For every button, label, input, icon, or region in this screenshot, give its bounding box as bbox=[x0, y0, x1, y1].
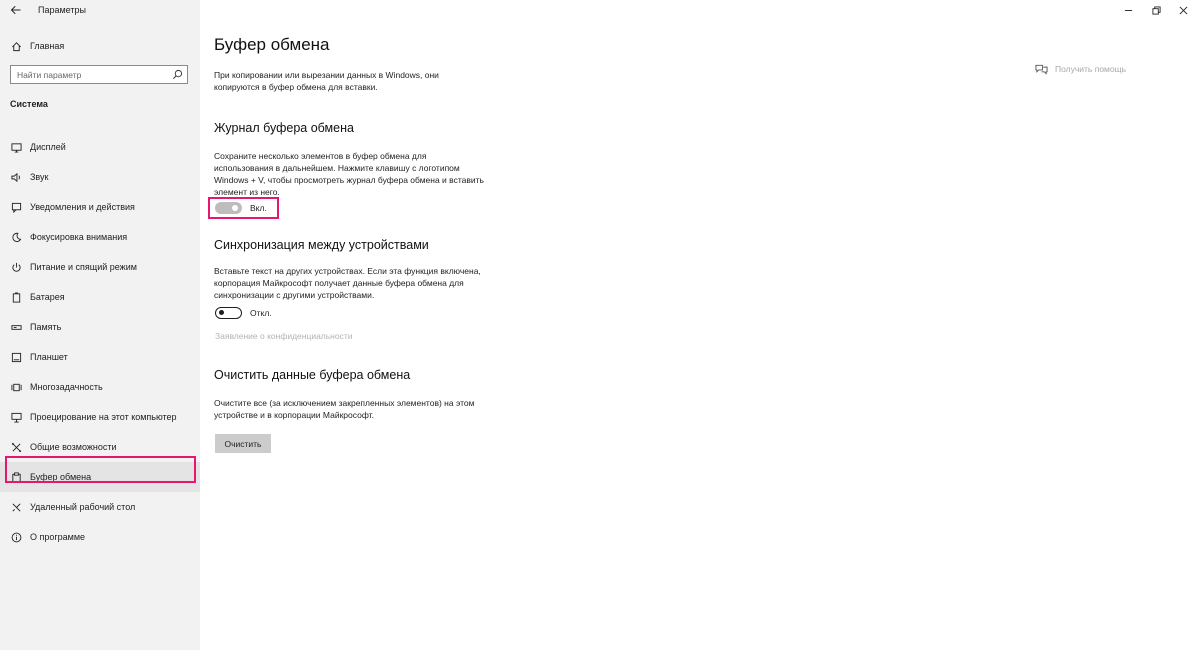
search-input[interactable] bbox=[17, 68, 167, 81]
sync-toggle-label: Откл. bbox=[250, 308, 272, 318]
clear-button[interactable]: Очистить bbox=[215, 434, 271, 453]
home-icon bbox=[10, 40, 22, 52]
intro-text: При копировании или вырезании данных в Windows, они копируются в буфер обмена для вставки. bbox=[214, 70, 439, 92]
storage-icon bbox=[10, 321, 22, 333]
history-description: Сохраните несколько элементов в буфер обмена для использования в дальнейшем. Нажмите клавишу с логотипом Windows + V, чтобы просмотреть журнал буфера обмена и вставить элемент из него. bbox=[214, 151, 484, 197]
projecting-icon bbox=[10, 411, 22, 423]
sidebar-item-sound[interactable] bbox=[0, 162, 200, 192]
toggle-knob bbox=[219, 310, 224, 315]
sidebar-item-label: Многозадачность bbox=[30, 382, 103, 392]
sidebar-item-display[interactable] bbox=[0, 132, 200, 162]
sidebar-nav bbox=[0, 132, 200, 552]
sidebar-item-label: Батарея bbox=[30, 292, 65, 302]
sync-heading: Синхронизация между устройствами bbox=[214, 238, 429, 252]
sidebar-item-focus[interactable] bbox=[0, 222, 200, 252]
sidebar-item-label: Дисплей bbox=[30, 142, 66, 152]
sidebar-item-label: О программе bbox=[30, 532, 86, 542]
sidebar-item-tablet[interactable] bbox=[0, 342, 200, 372]
sidebar-item-label: Питание и спящий режим bbox=[30, 262, 137, 272]
sidebar-item-battery[interactable] bbox=[0, 282, 200, 312]
app-title: Параметры bbox=[38, 5, 86, 15]
get-help-label: Получить помощь bbox=[1055, 64, 1127, 74]
close-button[interactable] bbox=[1173, 2, 1193, 18]
privacy-link[interactable]: Заявление о конфиденциальности bbox=[215, 331, 353, 341]
toggle-knob bbox=[232, 205, 238, 211]
page-title: Буфер обмена bbox=[214, 35, 330, 54]
restore-button[interactable] bbox=[1146, 2, 1166, 18]
power-icon bbox=[10, 261, 22, 273]
search-icon[interactable] bbox=[172, 69, 183, 80]
sidebar-item-storage[interactable] bbox=[0, 312, 200, 342]
multitasking-icon bbox=[10, 381, 22, 393]
display-icon bbox=[10, 141, 22, 153]
info-icon bbox=[10, 531, 22, 543]
sidebar-item-label: Память bbox=[30, 322, 62, 332]
sync-toggle[interactable] bbox=[215, 306, 272, 320]
search-box bbox=[10, 65, 188, 84]
sidebar-item-notifications[interactable] bbox=[0, 192, 200, 222]
notifications-icon bbox=[10, 201, 22, 213]
sync-description: Вставьте текст на других устройствах. Если эта функция включена, корпорация Майкрософт получает данные буфера обмена для синхронизации с другими устройствами. bbox=[214, 266, 481, 300]
speaker-icon bbox=[10, 171, 22, 183]
sidebar-item-projecting[interactable] bbox=[0, 402, 200, 432]
sidebar-item-label: Проецирование на этот компьютер bbox=[30, 412, 177, 422]
sidebar-item-label: Фокусировка внимания bbox=[30, 232, 128, 242]
clipboard-icon bbox=[10, 471, 22, 483]
history-toggle-switch[interactable] bbox=[215, 202, 242, 214]
sidebar-item-clipboard[interactable] bbox=[0, 462, 200, 492]
sidebar-item-label: Уведомления и действия bbox=[30, 202, 135, 212]
shared-experiences-icon bbox=[10, 441, 22, 453]
sidebar-item-label: Звук bbox=[30, 172, 49, 182]
sidebar-item-label: Буфер обмена bbox=[30, 472, 92, 482]
minimize-button[interactable] bbox=[1118, 2, 1138, 18]
get-help-link[interactable] bbox=[1035, 63, 1126, 75]
battery-icon bbox=[10, 291, 22, 303]
sidebar-item-shared-experiences[interactable] bbox=[0, 432, 200, 462]
sidebar-item-power[interactable] bbox=[0, 252, 200, 282]
back-arrow-icon[interactable] bbox=[8, 3, 24, 19]
sidebar-item-label: Удаленный рабочий стол bbox=[30, 502, 136, 512]
clear-heading: Очистить данные буфера обмена bbox=[214, 368, 411, 382]
sync-toggle-switch[interactable] bbox=[215, 307, 242, 319]
help-chat-icon bbox=[1035, 63, 1048, 75]
sidebar-item-about[interactable] bbox=[0, 522, 200, 552]
sidebar-item-multitasking[interactable] bbox=[0, 372, 200, 402]
section-title: Система bbox=[10, 99, 48, 109]
history-toggle[interactable] bbox=[215, 201, 267, 215]
tablet-icon bbox=[10, 351, 22, 363]
moon-icon bbox=[10, 231, 22, 243]
sidebar-item-remote-desktop[interactable] bbox=[0, 492, 200, 522]
sidebar-item-label: Общие возможности bbox=[30, 442, 117, 452]
sidebar-item-label: Главная bbox=[30, 41, 65, 51]
sidebar bbox=[0, 0, 200, 650]
clear-description: Очистите все (за исключением закрепленных элементов) на этом устройстве и в корпорации Майкрософт. bbox=[214, 398, 475, 420]
history-toggle-label: Вкл. bbox=[250, 203, 267, 213]
sidebar-item-home[interactable] bbox=[10, 38, 64, 54]
sidebar-item-label: Планшет bbox=[30, 352, 68, 362]
history-heading: Журнал буфера обмена bbox=[214, 121, 354, 135]
remote-desktop-icon bbox=[10, 501, 22, 513]
